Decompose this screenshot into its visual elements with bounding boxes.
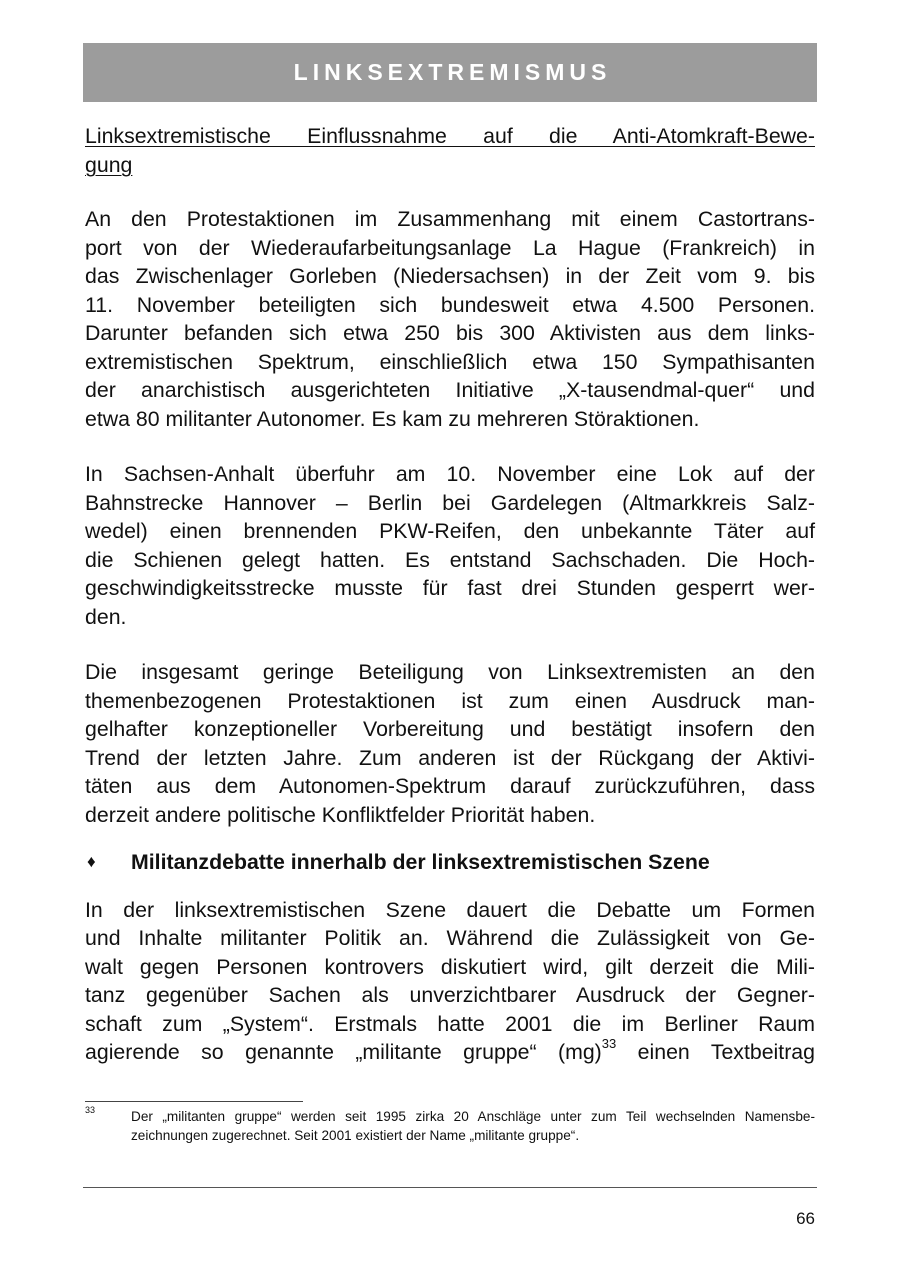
page-content	[85, 122, 815, 1067]
paragraph-sachsen-anhalt	[85, 460, 815, 631]
paragraph-castor-transport	[85, 205, 815, 433]
text-line: geschwindigkeitsstrecke musste für fast drei Stunden gesperrt wer-	[85, 576, 815, 600]
text-line: wedel) einen brennenden PKW-Reifen, den unbekannte Täter auf	[85, 519, 815, 543]
text-line: die Schienen gelegt hatten. Es entstand Sachschaden. Die Hoch-	[85, 547, 815, 572]
text-line: derzeit andere politische Konfliktfelder Priorität haben.	[85, 802, 596, 827]
footnote	[85, 1107, 815, 1145]
text-line: walt gegen Personen kontrovers diskutiert wird, gilt derzeit die Mili-	[85, 954, 815, 979]
bullet-heading-text: Militanzdebatte innerhalb der linksextremistischen Szene	[131, 850, 710, 874]
text-line: tanz gegenüber Sachen als unverzichtbarer Ausdruck der Gegner-	[85, 983, 815, 1007]
paragraph-beteiligung	[85, 658, 815, 829]
section-header-title: LINKSEXTREMISMUS	[293, 59, 612, 85]
bullet-heading	[85, 848, 815, 877]
text-line: An den Protestaktionen im Zusammenhang mit einem Castortrans-	[85, 207, 815, 231]
footer-separator	[83, 1187, 817, 1188]
text-line: themenbezogenen Protestaktionen ist zum einen Ausdruck man-	[85, 688, 815, 713]
text-line: 11. November beteiligten sich bundesweit etwa 4.500 Personen.	[85, 292, 815, 317]
text-line: und Inhalte militanter Politik an. Während die Zulässigkeit von Ge-	[85, 926, 815, 950]
text-line: Bahnstrecke Hannover – Berlin bei Gardelegen (Altmarkkreis Salz-	[85, 490, 815, 515]
page-number: 66	[796, 1209, 815, 1228]
footnote-separator	[85, 1101, 303, 1102]
text-line: etwa 80 militanter Autonomer. Es kam zu mehreren Störaktionen.	[85, 406, 700, 431]
text-line: Trend der letzten Jahre. Zum anderen ist der Rückgang der Aktivi-	[85, 745, 815, 770]
section-title	[85, 122, 815, 179]
text-line: der anarchistisch ausgerichteten Initiative „X-tausendmal-quer“ und	[85, 378, 815, 402]
text-line: In Sachsen-Anhalt überfuhr am 10. November eine Lok auf der	[85, 462, 815, 486]
section-title-line: Linksextremistische Einflussnahme auf die Anti-Atomkraft-Bewe-	[85, 124, 815, 148]
section-title-line: gung	[85, 152, 133, 177]
text-line: Die insgesamt geringe Beteiligung von Linksextremisten an den	[85, 660, 815, 684]
text-line: port von der Wiederaufarbeitungsanlage La Hague (Frankreich) in	[85, 235, 815, 260]
text-line: gelhafter konzeptioneller Vorbereitung und bestätigt insofern den	[85, 717, 815, 741]
diamond-bullet-icon: ♦	[87, 852, 96, 871]
text-line: Darunter befanden sich etwa 250 bis 300 Aktivisten aus dem links-	[85, 321, 815, 345]
footnote-line: zeichnungen zugerechnet. Seit 2001 existiert der Name „militante gruppe“.	[131, 1128, 580, 1143]
text-line: extremistischen Spektrum, einschließlich etwa 150 Sympathisanten	[85, 349, 815, 374]
paragraph-militanzdebatte	[85, 896, 815, 1067]
footnote-reference[interactable]: 33	[601, 1035, 617, 1051]
footnote-number: 33	[85, 1105, 96, 1115]
text-line: täten aus dem Autonomen-Spektrum darauf zurückzuführen, dass	[85, 774, 815, 798]
section-header-bar	[83, 43, 817, 102]
text-line: In der linksextremistischen Szene dauert die Debatte um Formen	[85, 897, 815, 922]
text-line: schaft zum „System“. Erstmals hatte 2001 die im Berliner Raum	[85, 1011, 815, 1036]
text-line: den.	[85, 604, 127, 629]
text-line: das Zwischenlager Gorleben (Niedersachsen) in der Zeit vom 9. bis	[85, 264, 815, 288]
footnote-line: Der „militanten gruppe“ werden seit 1995 zirka 20 Anschläge unter zum Teil wechselnden Namensbe-	[131, 1109, 815, 1124]
text-line-with-footnote: agierende so genannte „militante gruppe“ (mg)$^{33}$ einen Textbeitrag	[85, 1035, 815, 1064]
